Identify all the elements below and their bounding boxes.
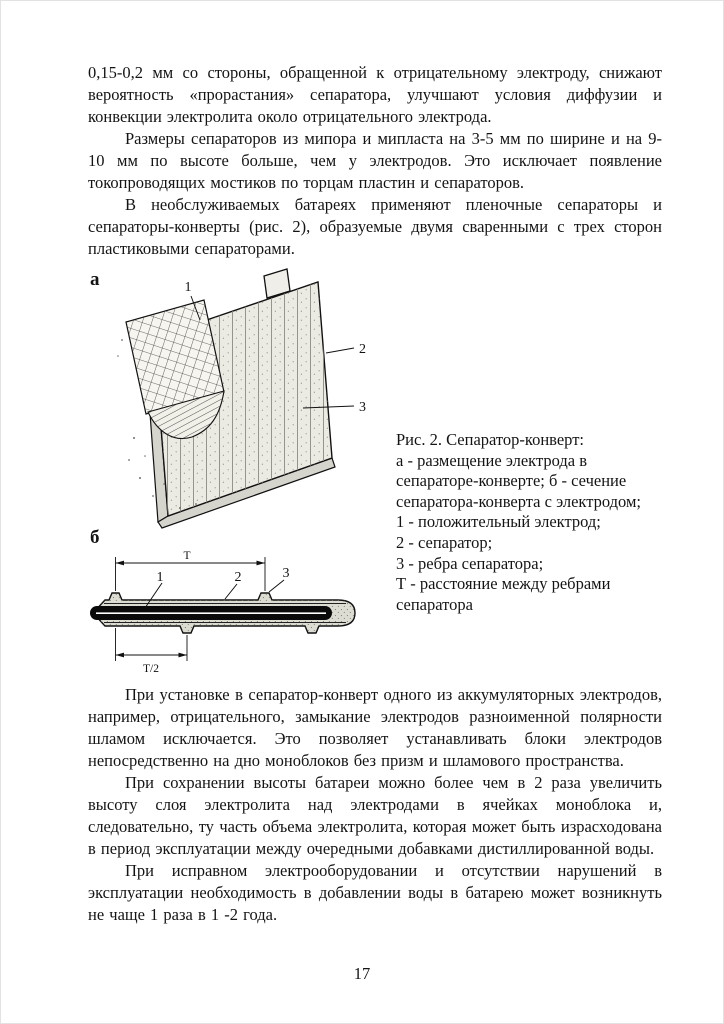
callout-1-label: 1	[184, 280, 192, 295]
callout-2-label: 2	[234, 570, 242, 585]
figure-part-a-label: а	[90, 269, 100, 290]
callout-3-leader	[269, 580, 284, 592]
figure-caption	[396, 430, 664, 615]
figure-part-b-label: б	[90, 527, 100, 548]
callout-3-label: 3	[359, 400, 366, 415]
caption-line: сепараторе-конверте; б - сечение	[396, 471, 627, 491]
callout-2-leader	[326, 348, 354, 353]
dim-t2-label: Т/2	[143, 663, 159, 675]
page-number: 17	[353, 964, 371, 983]
paragraph-5: При сохранении высоты батареи можно более чем в 2 раза увеличить высоту слоя электролита над электродами в ячейках моноблока и, следовательно, ту часть объема электролита, которая может быть израсходована в период эксплуатации между очередными добавками дистиллированной воды.	[88, 773, 662, 858]
figure-caption-title: Рис. 2. Сепаратор-конверт:	[396, 430, 585, 449]
caption-line: а - размещение электрода в	[396, 450, 588, 470]
dim-t2-arrow-right	[179, 653, 188, 658]
caption-line: Т - расстояние между ребрами	[396, 574, 611, 594]
callout-2-leader	[225, 584, 237, 599]
paragraph-6: При исправном электрооборудовании и отсутствии нарушений в эксплуатации необходимость в добавлении воды в батарею может возникнуть не чаще 1 раза в 1 -2 года.	[88, 861, 662, 924]
figure-b-drawing	[88, 548, 398, 683]
caption-line: 1 - положительный электрод;	[396, 512, 601, 532]
caption-line: сепаратора-конверта с электродом;	[396, 491, 642, 511]
dim-t2-arrow-left	[116, 653, 125, 658]
caption-line: сепаратора	[396, 594, 473, 614]
electrode-bar-core	[96, 612, 326, 614]
text-column	[88, 62, 662, 926]
dim-t-label: Т	[183, 550, 191, 562]
figure-2	[88, 260, 662, 684]
callout-2-label: 2	[359, 342, 366, 357]
callout-3-label: 3	[282, 566, 290, 581]
dim-t-arrow-left	[116, 561, 125, 566]
caption-line: 3 - ребра сепаратора;	[396, 553, 544, 573]
paragraph-1: 0,15-0,2 мм со стороны, обращенной к отрицательному электроду, снижают вероятность «прорастания» сепаратора, улучшают условия диффузии и конвекции электролита около отрицательного электрода.	[88, 63, 662, 126]
figure-a-drawing	[96, 260, 406, 540]
callout-1-label: 1	[156, 570, 164, 585]
paragraph-2: Размеры сепараторов из мипора и мипласта на 3-5 мм по ширине и на 9-10 мм по высоте больше, чем у электродов. Это исключает появление токопроводящих мостиков по торцам пластин и сепараторов.	[88, 129, 662, 192]
caption-line: 2 - сепаратор;	[396, 532, 493, 552]
dim-t-arrow-right	[257, 561, 266, 566]
paragraph-3: В необслуживаемых батареях применяют пленочные сепараторы и сепараторы-конверты (рис. 2), образуемые двумя сваренными с трех сторон пластиковыми сепараторами.	[88, 195, 662, 258]
paragraph-4: При установке в сепаратор-конверт одного из аккумуляторных электродов, например, отрицательного, замыкание электродов разноименной полярности шламом исключается. Это позволяет устанавливать блоки электродов непосредственно на дно моноблоков без призм и шламового пространства.	[88, 685, 662, 770]
